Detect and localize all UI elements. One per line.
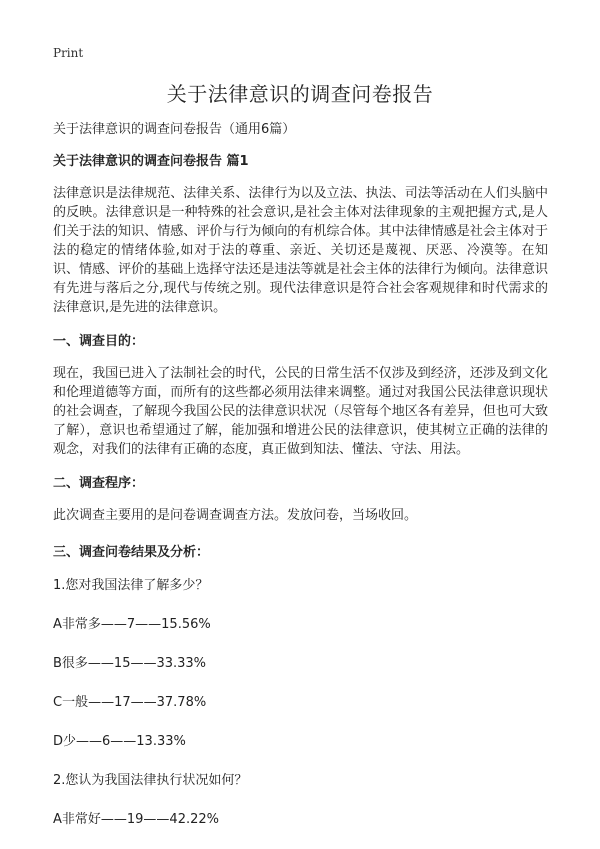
- section-heading: 二、调查程序：: [53, 476, 145, 491]
- section-paragraph: 现在，我国已进入了法制社会的时代，公民的日常生活不仅涉及到经济，还涉及到文化和伦理道德等方面，而所有的这些都必须用法律来调整。通过对我国公民法律意识现状的社会调查，了解现今我国公民的法律意识状况（尽管每个地区各有差异，但也可大致了解），意识也希望通过了解，能加强和增进公民的法律意识，使其树立正确的法律的观念，对我们的法律有正确的态度，真正做到知法、懂法、守法、用法。: [53, 366, 548, 457]
- results-list: [53, 576, 548, 830]
- part-heading: 关于法律意识的调查问卷报告 篇1: [53, 154, 249, 169]
- section-purpose: [53, 332, 548, 459]
- question-line: 1.您对我国法律了解多少？: [53, 578, 209, 593]
- answer-line: A非常多——7——15.56%: [53, 617, 211, 632]
- answer-line: D少——6——13.33%: [53, 734, 186, 749]
- results-heading: 三、调查问卷结果及分析：: [53, 545, 210, 560]
- section-procedure: [53, 474, 548, 525]
- print-link[interactable]: Print: [53, 46, 84, 60]
- answer-line: B很多——15——33.33%: [53, 656, 207, 671]
- question-line: 2.您认为我国法律执行状况如何？: [53, 773, 248, 788]
- section-paragraph: 此次调查主要用的是问卷调查调查方法。发放问卷，当场收回。: [53, 508, 418, 523]
- section-heading: 一、调查目的：: [53, 334, 145, 349]
- answer-line: C一般——17——37.78%: [53, 695, 207, 710]
- answer-line: A非常好——19——42.22%: [53, 812, 220, 827]
- document-body: [53, 120, 548, 849]
- document-title: 关于法律意识的调查问卷报告: [166, 82, 434, 106]
- intro-paragraph: 法律意识是法律规范、法律关系、法律行为以及立法、执法、司法等活动在人们头脑中的反映。法律意识是一种特殊的社会意识,是社会主体对法律现象的主观把握方式,是人们关于法的知识、情感、评价与行为倾向的有机综合体。其中法律情感是社会主体对于法的稳定的情绪体验,如对于法的尊重、亲近、关切还是蔑视、厌恶、冷漠等。在知识、情感、评价的基础上选择守法还是违法等就是社会主体的法律行为倾向。法律意识有先进与落后之分,现代与传统之别。现代法律意识是符合社会客观规律和时代需求的法律意识,是先进的法律意识。: [53, 186, 548, 315]
- document-subtitle: 关于法律意识的调查问卷报告（通用6篇）: [53, 122, 296, 137]
